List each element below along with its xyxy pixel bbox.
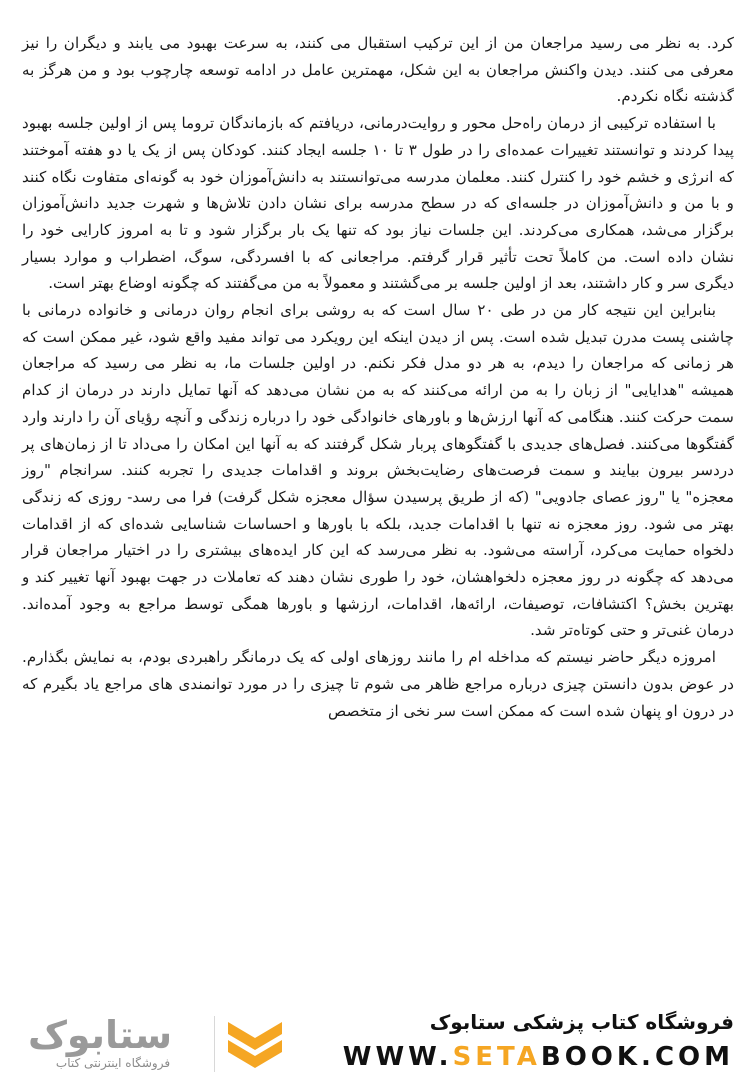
body-text [22, 30, 734, 724]
url-suffix: BOOK.COM [540, 1042, 734, 1072]
store-url-link[interactable] [314, 1042, 734, 1072]
chevron-logo-icon [220, 1016, 290, 1074]
page-fade-overlay [0, 940, 754, 1000]
setabook-logo-subtitle: فروشگاه اینترنتی کتاب [55, 1056, 171, 1070]
paragraph-2: با استفاده ترکیبی از درمان راه‌حل محور و روایت‌درمانی، دریافتم که بازماندگان تروما پس از اولین جلسه بهبود پیدا کردند و توانستند تغییرات عمده‌ای را در طول ۳ تا ۱۰ جلسه ایجاد کنند. کودکان پس از یک یا دو هفته آموختند که انرژی و خشم خود را کنترل کنند. معلمان مدرسه می‌توانستند به دانش‌آموزان خود به گونه‌ای متفاوت نگاه کنند و با من و دانش‌آموزان در جلسه‌ای که در سطح مدرسه برای نشان دادن تلاش‌ها و شهرت جدید دانش‌آموزان برگزار می‌شد، همکاری می‌کردند. این جلسات نیاز بود که تنها یک بار برگزار شود و تا به امروز کارایی خود را نشان داده است. من کاملاً تحت تأثیر قرار گرفتم. مراجعانی که با افسردگی، سوگ، اضطراب و موارد بسیار دیگری سر و کار داشتند، بعد از اولین جلسه بر می‌گشتند و معمولاً به من می‌گفتند که چگونه اوضاع بهتر است. [22, 114, 734, 293]
paragraph-1: کرد. به نظر می رسید مراجعان من از این ترکیب استقبال می کنند، به سرعت بهبود می یابند و دیگران را نیز معرفی می کنند. دیدن واکنش مراجعان به این شکل، مهمترین عامل در ادامه توسعه چارچوب بود و من هرگز به گذشته نگاه نکردم. [22, 34, 734, 106]
footer-banner [0, 1000, 754, 1079]
url-accent: SETA [452, 1042, 541, 1072]
paragraph-3: بنابراین این نتیجه کار من در طی ۲۰ سال است که به روشی برای انجام روان درمانی و خانواده درمانی با چاشنی پست مدرن تبدیل شده است. پس از دیدن اینکه این رویکرد می تواند مفید واقع شود، غیر ممکن است که هر زمانی که مراجعان را دیدم، به هر دو مدل فکر نکنم. در اولین جلسات ما، به نظر می رسید که مراجعان همیشه "هدایایی" از زبان را به من ارائه می‌کنند که به من نشان می‌دهد که آنها تمایل دارند در درمان از کدام سمت حرکت کنند. هنگامی که آنها ارزش‌ها و باورهای خانوادگی خود را درباره زندگی و آنچه رؤیای آن را دارند وارد گفتگوها می‌کنند. فصل‌های جدیدی با گفتگوهای پربار شکل گرفتند که به آنها این امکان را می‌داد تا از زمان‌های پر دردسر بیرون بیایند و سمت فرصت‌های رضایت‌بخش بروند و اقدامات جدیدی را تجربه کنند. سرانجام "روز معجزه" یا "روز عصای جادویی" (که از طریق پرسیدن سؤال معجزه شکل گرفت) فرا می رسد- روزی که زندگی بهتر می شود. روز معجزه نه تنها با اقدامات جدید، بلکه با باورها و احساسات شناسایی شده‌ای که از اقدامات دلخواه حمایت می‌کرد، آراسته می‌شود. به نظر می‌رسد که این کار ایده‌های بیشتری را در اختیار مراجعان قرار می‌دهد که چگونه در روز معجزه دلخواهشان، خود را طوری نشان دهند که تعاملات در جهت بهبود آنها تغییر کند و بهترین بخش؟ اکتشافات، توصیفات، ارائه‌ها، اقدامات، ارزشها و باورها همگی توسط مراجع به وجود آمده‌اند. درمان غنی‌تر و حتی کوتاه‌تر شد. [22, 301, 734, 640]
store-name: فروشگاه کتاب پزشکی ستابوک [429, 1010, 734, 1034]
footer-divider [214, 1016, 215, 1072]
setabook-logo-word: ستابوک [28, 1013, 173, 1057]
paragraph-4: امروزه دیگر حاضر نیستم که مداخله ام را مانند روزهای اولی که یک درمانگر راهبردی بودم، به نمایش بگذارم. در عوض بدون دانستن چیزی درباره مراجع ظاهر می شوم تا چیزی را در مورد توانمندی های مراجع یاد بگیرم که در درون او پنهان شده است که ممکن است سر نخی از متخصص [22, 648, 734, 720]
url-prefix: WWW. [342, 1042, 453, 1072]
